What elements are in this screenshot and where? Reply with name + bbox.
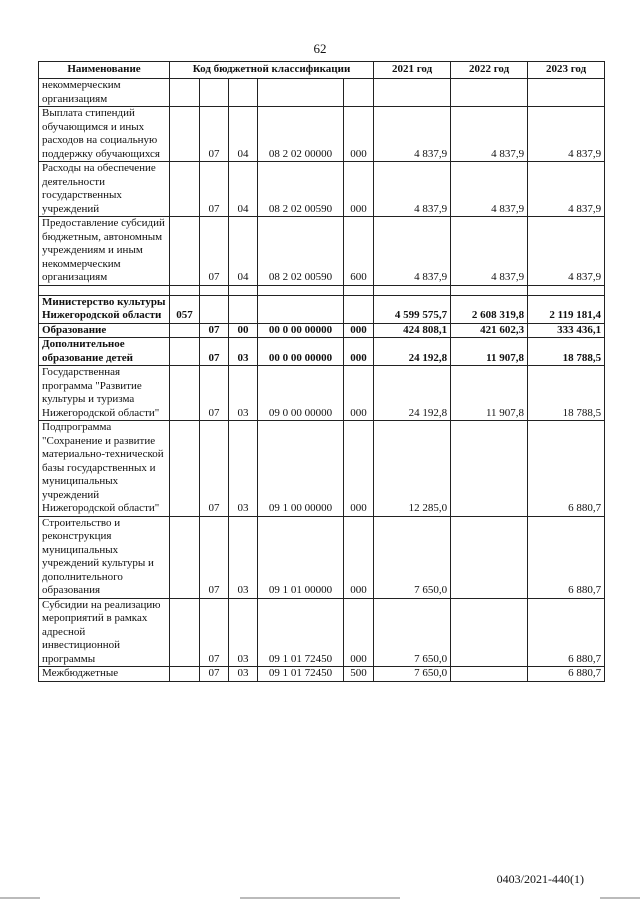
amount-2023-cell: 2 119 181,4 [528,295,605,323]
podrazdel-code-cell: 03 [229,366,258,421]
table-row [39,323,605,338]
podrazdel-code-cell [229,79,258,107]
podrazdel-code-cell: 04 [229,217,258,286]
vedomstvo-code-cell: 057 [170,295,200,323]
podrazdel-code-cell: 04 [229,162,258,217]
row-name-cell: Расходы на обеспечение деятельности государственных учреждений [39,162,170,217]
target-article-code-cell: 00 0 00 00000 [258,323,344,338]
row-name-cell [39,285,170,295]
vedomstvo-code-cell [170,366,200,421]
amount-2023-cell: 6 880,7 [528,421,605,517]
target-article-code-cell: 09 1 01 72450 [258,667,344,682]
razdel-code-cell: 07 [200,217,229,286]
amount-2021-cell: 4 837,9 [374,162,451,217]
razdel-code-cell [200,285,229,295]
amount-2021-cell: 24 192,8 [374,366,451,421]
vedomstvo-code-cell [170,79,200,107]
razdel-code-cell: 07 [200,366,229,421]
vedomstvo-code-cell [170,285,200,295]
row-name-cell: Предоставление субсидий бюджетным, автономным учреждениям и иным некоммерческим организациям [39,217,170,286]
expense-type-code-cell: 000 [344,323,374,338]
target-article-code-cell: 09 1 00 00000 [258,421,344,517]
row-name-cell: Подпрограмма "Сохранение и развитие материально-технической базы государственных и муниципальных учреждений Нижегородской области" [39,421,170,517]
podrazdel-code-cell: 00 [229,323,258,338]
razdel-code-cell: 07 [200,516,229,598]
table-row [39,598,605,667]
table-row [39,667,605,682]
podrazdel-code-cell [229,295,258,323]
target-article-code-cell: 08 2 02 00590 [258,217,344,286]
amount-2023-cell: 4 837,9 [528,217,605,286]
expense-type-code-cell: 000 [344,598,374,667]
header-name: Наименование [39,62,170,79]
vedomstvo-code-cell [170,107,200,162]
amount-2021-cell: 7 650,0 [374,598,451,667]
amount-2021-cell: 4 837,9 [374,107,451,162]
row-name-cell: Субсидии на реализацию мероприятий в рамках адресной инвестиционной программы [39,598,170,667]
amount-2023-cell: 4 837,9 [528,107,605,162]
podrazdel-code-cell: 04 [229,107,258,162]
amount-2023-cell: 333 436,1 [528,323,605,338]
row-name-cell: Межбюджетные [39,667,170,682]
expense-type-code-cell: 000 [344,338,374,366]
vedomstvo-code-cell [170,217,200,286]
scan-edge-marks [0,897,640,903]
spacer-row [39,285,605,295]
amount-2022-cell [451,421,528,517]
table-row [39,162,605,217]
expense-type-code-cell [344,285,374,295]
amount-2023-cell [528,79,605,107]
table-row [39,421,605,517]
amount-2022-cell: 4 837,9 [451,217,528,286]
row-name-cell: Выплата стипендий обучающимся и иных расходов на социальную поддержку обучающихся [39,107,170,162]
document-number: 0403/2021-440(1) [496,872,584,886]
target-article-code-cell: 08 2 02 00000 [258,107,344,162]
razdel-code-cell: 07 [200,323,229,338]
razdel-code-cell: 07 [200,162,229,217]
amount-2021-cell: 24 192,8 [374,338,451,366]
row-name-cell: Государственная программа "Развитие культуры и туризма Нижегородской области" [39,366,170,421]
vedomstvo-code-cell [170,667,200,682]
table-row [39,366,605,421]
razdel-code-cell [200,79,229,107]
row-name-cell: Образование [39,323,170,338]
podrazdel-code-cell [229,285,258,295]
target-article-code-cell: 09 1 01 72450 [258,598,344,667]
expense-type-code-cell: 000 [344,421,374,517]
table-row [39,79,605,107]
header-2022: 2022 год [451,62,528,79]
row-name-cell: некоммерческим организациям [39,79,170,107]
expense-type-code-cell: 000 [344,516,374,598]
amount-2022-cell: 4 837,9 [451,107,528,162]
amount-2023-cell: 6 880,7 [528,667,605,682]
amount-2021-cell [374,285,451,295]
expense-type-code-cell [344,295,374,323]
razdel-code-cell: 07 [200,107,229,162]
amount-2021-cell: 424 808,1 [374,323,451,338]
amount-2023-cell: 18 788,5 [528,366,605,421]
target-article-code-cell [258,285,344,295]
vedomstvo-code-cell [170,516,200,598]
amount-2021-cell: 7 650,0 [374,667,451,682]
razdel-code-cell: 07 [200,421,229,517]
amount-2021-cell: 4 599 575,7 [374,295,451,323]
table-row [39,217,605,286]
amount-2022-cell [451,598,528,667]
amount-2023-cell: 6 880,7 [528,598,605,667]
amount-2022-cell [451,516,528,598]
vedomstvo-code-cell [170,338,200,366]
podrazdel-code-cell: 03 [229,667,258,682]
amount-2023-cell: 4 837,9 [528,162,605,217]
expense-type-code-cell: 000 [344,107,374,162]
header-2023: 2023 год [528,62,605,79]
row-name-cell: Министерство культуры Нижегородской области [39,295,170,323]
header-code: Код бюджетной классификации [170,62,374,79]
expense-type-code-cell: 500 [344,667,374,682]
podrazdel-code-cell: 03 [229,421,258,517]
budget-table [38,61,605,682]
page-number: 62 [313,41,327,56]
expense-type-code-cell: 600 [344,217,374,286]
vedomstvo-code-cell [170,323,200,338]
vedomstvo-code-cell [170,421,200,517]
razdel-code-cell: 07 [200,667,229,682]
table-row [39,338,605,366]
podrazdel-code-cell: 03 [229,598,258,667]
podrazdel-code-cell: 03 [229,338,258,366]
target-article-code-cell [258,295,344,323]
expense-type-code-cell [344,79,374,107]
amount-2022-cell: 421 602,3 [451,323,528,338]
vedomstvo-code-cell [170,598,200,667]
razdel-code-cell: 07 [200,598,229,667]
table-row [39,295,605,323]
amount-2023-cell: 18 788,5 [528,338,605,366]
amount-2021-cell: 4 837,9 [374,217,451,286]
amount-2021-cell: 7 650,0 [374,516,451,598]
amount-2022-cell: 2 608 319,8 [451,295,528,323]
expense-type-code-cell: 000 [344,162,374,217]
razdel-code-cell [200,295,229,323]
target-article-code-cell: 09 0 00 00000 [258,366,344,421]
table-row [39,107,605,162]
target-article-code-cell: 08 2 02 00590 [258,162,344,217]
header-2021: 2021 год [374,62,451,79]
amount-2022-cell: 11 907,8 [451,338,528,366]
expense-type-code-cell: 000 [344,366,374,421]
row-name-cell: Строительство и реконструкция муниципальных учреждений культуры и дополнительного образования [39,516,170,598]
amount-2021-cell: 12 285,0 [374,421,451,517]
amount-2023-cell [528,285,605,295]
table-row [39,516,605,598]
target-article-code-cell: 00 0 00 00000 [258,338,344,366]
vedomstvo-code-cell [170,162,200,217]
amount-2023-cell: 6 880,7 [528,516,605,598]
amount-2022-cell: 4 837,9 [451,162,528,217]
target-article-code-cell [258,79,344,107]
target-article-code-cell: 09 1 01 00000 [258,516,344,598]
razdel-code-cell: 07 [200,338,229,366]
amount-2022-cell [451,667,528,682]
podrazdel-code-cell: 03 [229,516,258,598]
amount-2021-cell [374,79,451,107]
amount-2022-cell [451,79,528,107]
header-row [39,62,605,79]
row-name-cell: Дополнительное образование детей [39,338,170,366]
amount-2022-cell [451,285,528,295]
amount-2022-cell: 11 907,8 [451,366,528,421]
